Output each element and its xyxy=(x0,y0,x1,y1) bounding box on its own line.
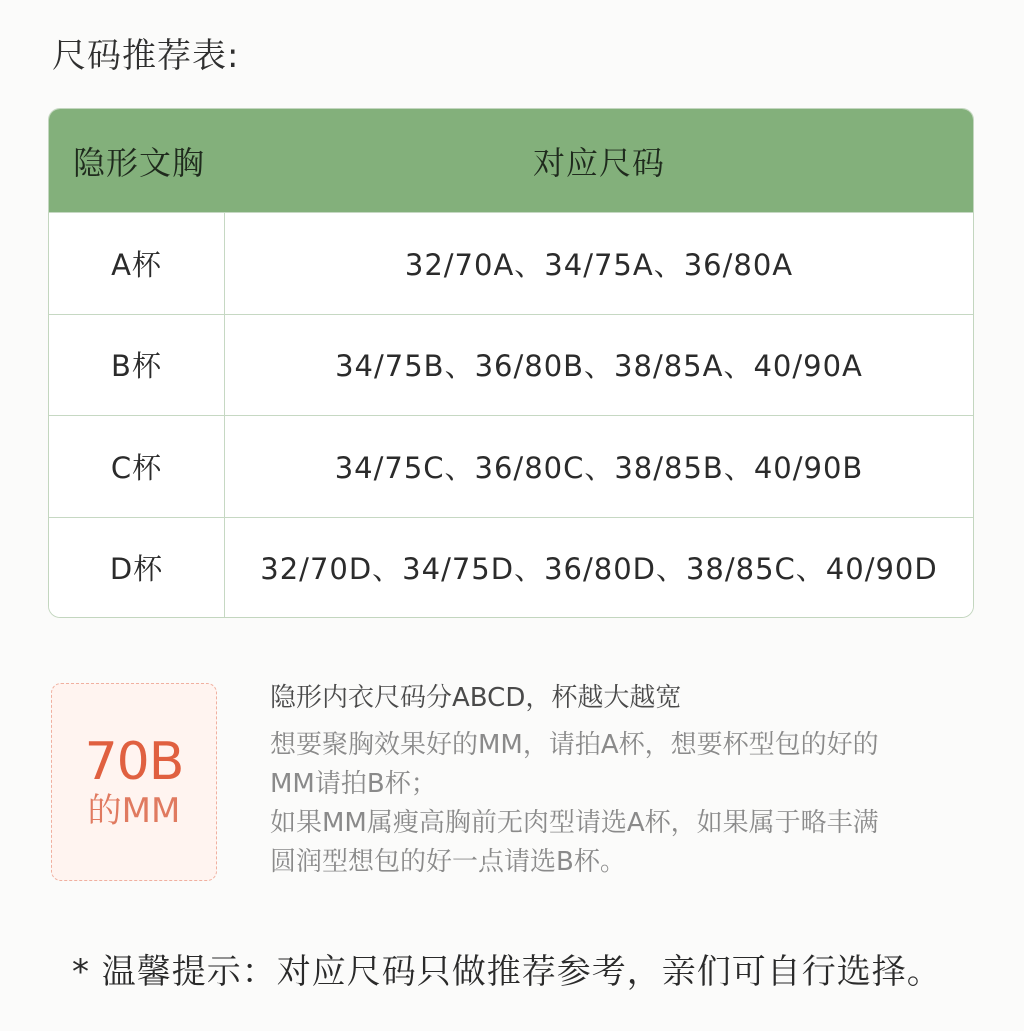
badge-size-value: 70B xyxy=(84,732,184,792)
cup-label: C杯 xyxy=(110,450,163,485)
note-line: MM请拍B杯； xyxy=(270,769,437,799)
sizes-cell xyxy=(225,315,973,416)
cup-cell xyxy=(49,213,225,314)
header-cup-cell xyxy=(49,109,225,212)
note-line: 想要聚胸效果好的MM，请拍A杯，想要杯型包的好的 xyxy=(270,730,879,760)
sizes-label: 34/75C、36/80C、38/85B、40/90B xyxy=(334,450,864,485)
size-badge xyxy=(51,683,217,881)
table-row xyxy=(49,517,973,619)
sizes-label: 32/70D、34/75D、36/80D、38/85C、40/90D xyxy=(260,552,938,587)
page-title: 尺码推荐表: xyxy=(52,36,240,76)
header-sizes-label: 对应尺码 xyxy=(532,143,665,182)
sizes-cell xyxy=(225,518,973,619)
sizes-label: 34/75B、36/80B、38/85A、40/90A xyxy=(335,349,863,384)
cup-cell xyxy=(49,416,225,517)
cup-cell xyxy=(49,315,225,416)
size-table xyxy=(48,108,974,618)
sizes-label: 32/70A、34/75A、36/80A xyxy=(404,247,794,282)
sizes-cell xyxy=(225,416,973,517)
table-header xyxy=(49,109,973,212)
note-line: 如果MM属瘦高胸前无肉型请选A杯，如果属于略丰满 xyxy=(270,808,879,838)
cup-label: B杯 xyxy=(111,349,162,384)
header-sizes-cell xyxy=(225,109,973,212)
table-row xyxy=(49,314,973,416)
table-row xyxy=(49,415,973,517)
badge-caption: 的MM xyxy=(87,791,181,831)
cup-cell xyxy=(49,518,225,619)
note-line: 圆润型想包的好一点请选B杯。 xyxy=(270,847,626,877)
sizes-cell xyxy=(225,213,973,314)
cup-label: D杯 xyxy=(109,552,164,587)
cup-label: A杯 xyxy=(111,247,162,282)
notes-heading: 隐形内衣尺码分ABCD，杯越大越宽 xyxy=(270,683,682,713)
size-notes xyxy=(270,676,980,882)
footer-tip: * 温馨提示：对应尺码只做推荐参考，亲们可自行选择。 xyxy=(72,952,942,992)
table-row xyxy=(49,212,973,314)
header-cup-label: 隐形文胸 xyxy=(73,143,206,182)
